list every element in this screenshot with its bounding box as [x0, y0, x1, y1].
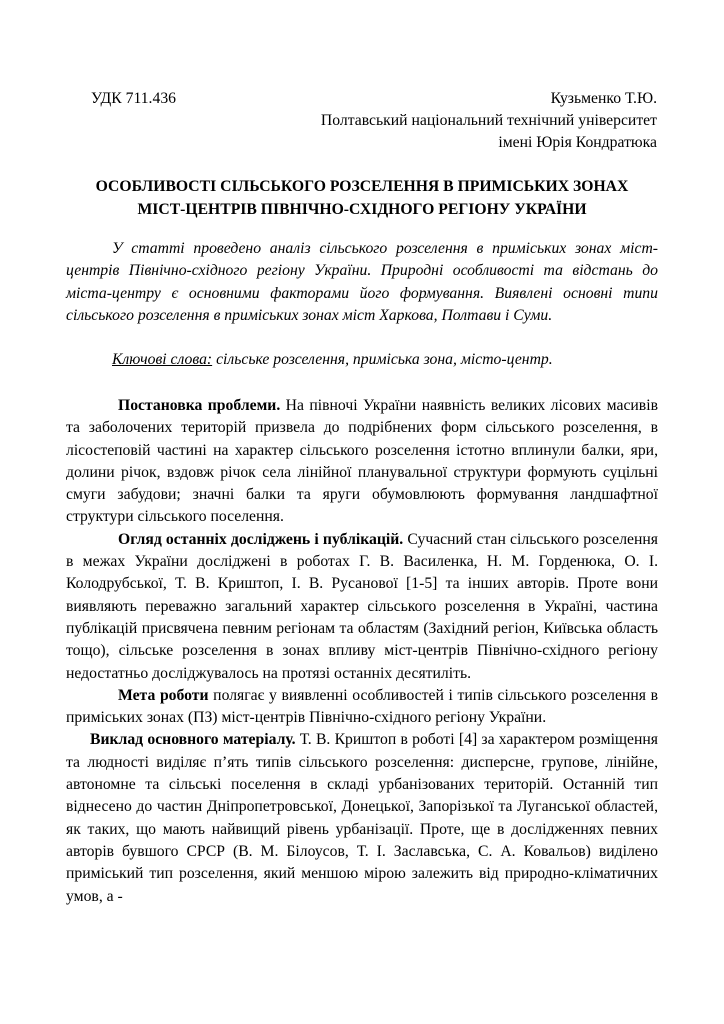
keywords-label: Ключові слова: [112, 351, 213, 368]
abstract: У статті проведено аналіз сільського розселення в приміських зонах міст-центрів Північно-східного регіону України. Природні особливості та відстань до міста-центру є основними факторами його формування. Виявлені основні типи сільського розселення в приміських зонах міст Харкова, Полтави і Суми. [66, 240, 658, 324]
udc-code: УДК 711.436 [91, 90, 177, 107]
keywords [112, 349, 553, 371]
author-name: Кузьменко Т.Ю. [550, 90, 657, 107]
article-body [66, 395, 658, 908]
paragraph-text: Сучасний стан сільського розселення в межах України досліджені в роботах Г. В. Василенка, Н. М. Горденюка, О. І. Колодрубської, Т. В. Криштоп, І. В. Русанової [1-5] та інших авторів. Проте вони виявляють переважно загальний характер сільського розселення в Україні, частина публікацій присвячена певним регіонам та областям (Західний регіон, Київська область тощо), сільське розселення в зонах впливу міст-центрів Північно-східного регіону недостатньо досліджувалось на протязі останніх десятиліть. [66, 530, 658, 682]
paragraph-goal [66, 685, 658, 730]
keywords-text: сільське розселення, приміська зона, місто-центр. [212, 351, 553, 368]
paragraph-text: Т. В. Криштоп в роботі [4] за характером розміщення та людності виділяє п’ять типів сільського розселення: дисперсне, групове, лінійне, автономне та сільські поселення в складі урбанізованих територій. Останній тип віднесено до частин Дніпропетровської, Донецької, Запорізької та Луганської областей, як таких, що мають найвищий рівень урбанізації. Проте, ще в дослідженнях певних авторів бувшого СРСР (В. М. Білоусов, Т. І. Заславська, С. А. Ковальов) виділено приміський тип розселення, який меншою мірою залежить від природно-кліматичних умов, а - [66, 731, 658, 905]
section-heading: Постановка проблеми. [118, 397, 281, 414]
affiliation-line: Полтавський національний технічний університет [320, 112, 657, 129]
paper-title [66, 175, 658, 221]
paragraph-main [66, 729, 658, 907]
section-heading: Огляд останніх досліджень і публікацій. [118, 530, 404, 548]
paragraph-problem [66, 395, 658, 529]
paragraph-text: На півночі України наявність великих лісових масивів та заболочених територій призвела до подрібнених форм сільського розселення, в лісостеповій частині на характер сільського розселення істотно вплинули балки, яри, долини річок, вздовж річок села лінійної планувальної структури формують суцільні смуги забудови; значні балки та яруги обумовлюють формування ландшафтної структури сільського поселення. [66, 397, 658, 526]
affiliation [321, 110, 657, 155]
affiliation-line: імені Юрія Кондратюка [498, 134, 657, 152]
section-heading: Мета роботи [118, 686, 209, 704]
section-heading: Виклад основного матеріалу. [90, 731, 296, 749]
paragraph-review [66, 529, 658, 685]
paragraph-text: полягає у виявленні особливостей і типів сільського розселення в приміських зонах (ПЗ) міст-центрів Північно-східного регіону України. [66, 686, 658, 727]
title-line: ОСОБЛИВОСТІ СІЛЬСЬКОГО РОЗСЕЛЕННЯ В ПРИМІСЬКИХ ЗОНАХ [95, 178, 629, 195]
title-line: МІСТ-ЦЕНТРІВ ПІВНІЧНО-СХІДНОГО РЕГІОНУ УКРАЇНИ [137, 201, 587, 218]
